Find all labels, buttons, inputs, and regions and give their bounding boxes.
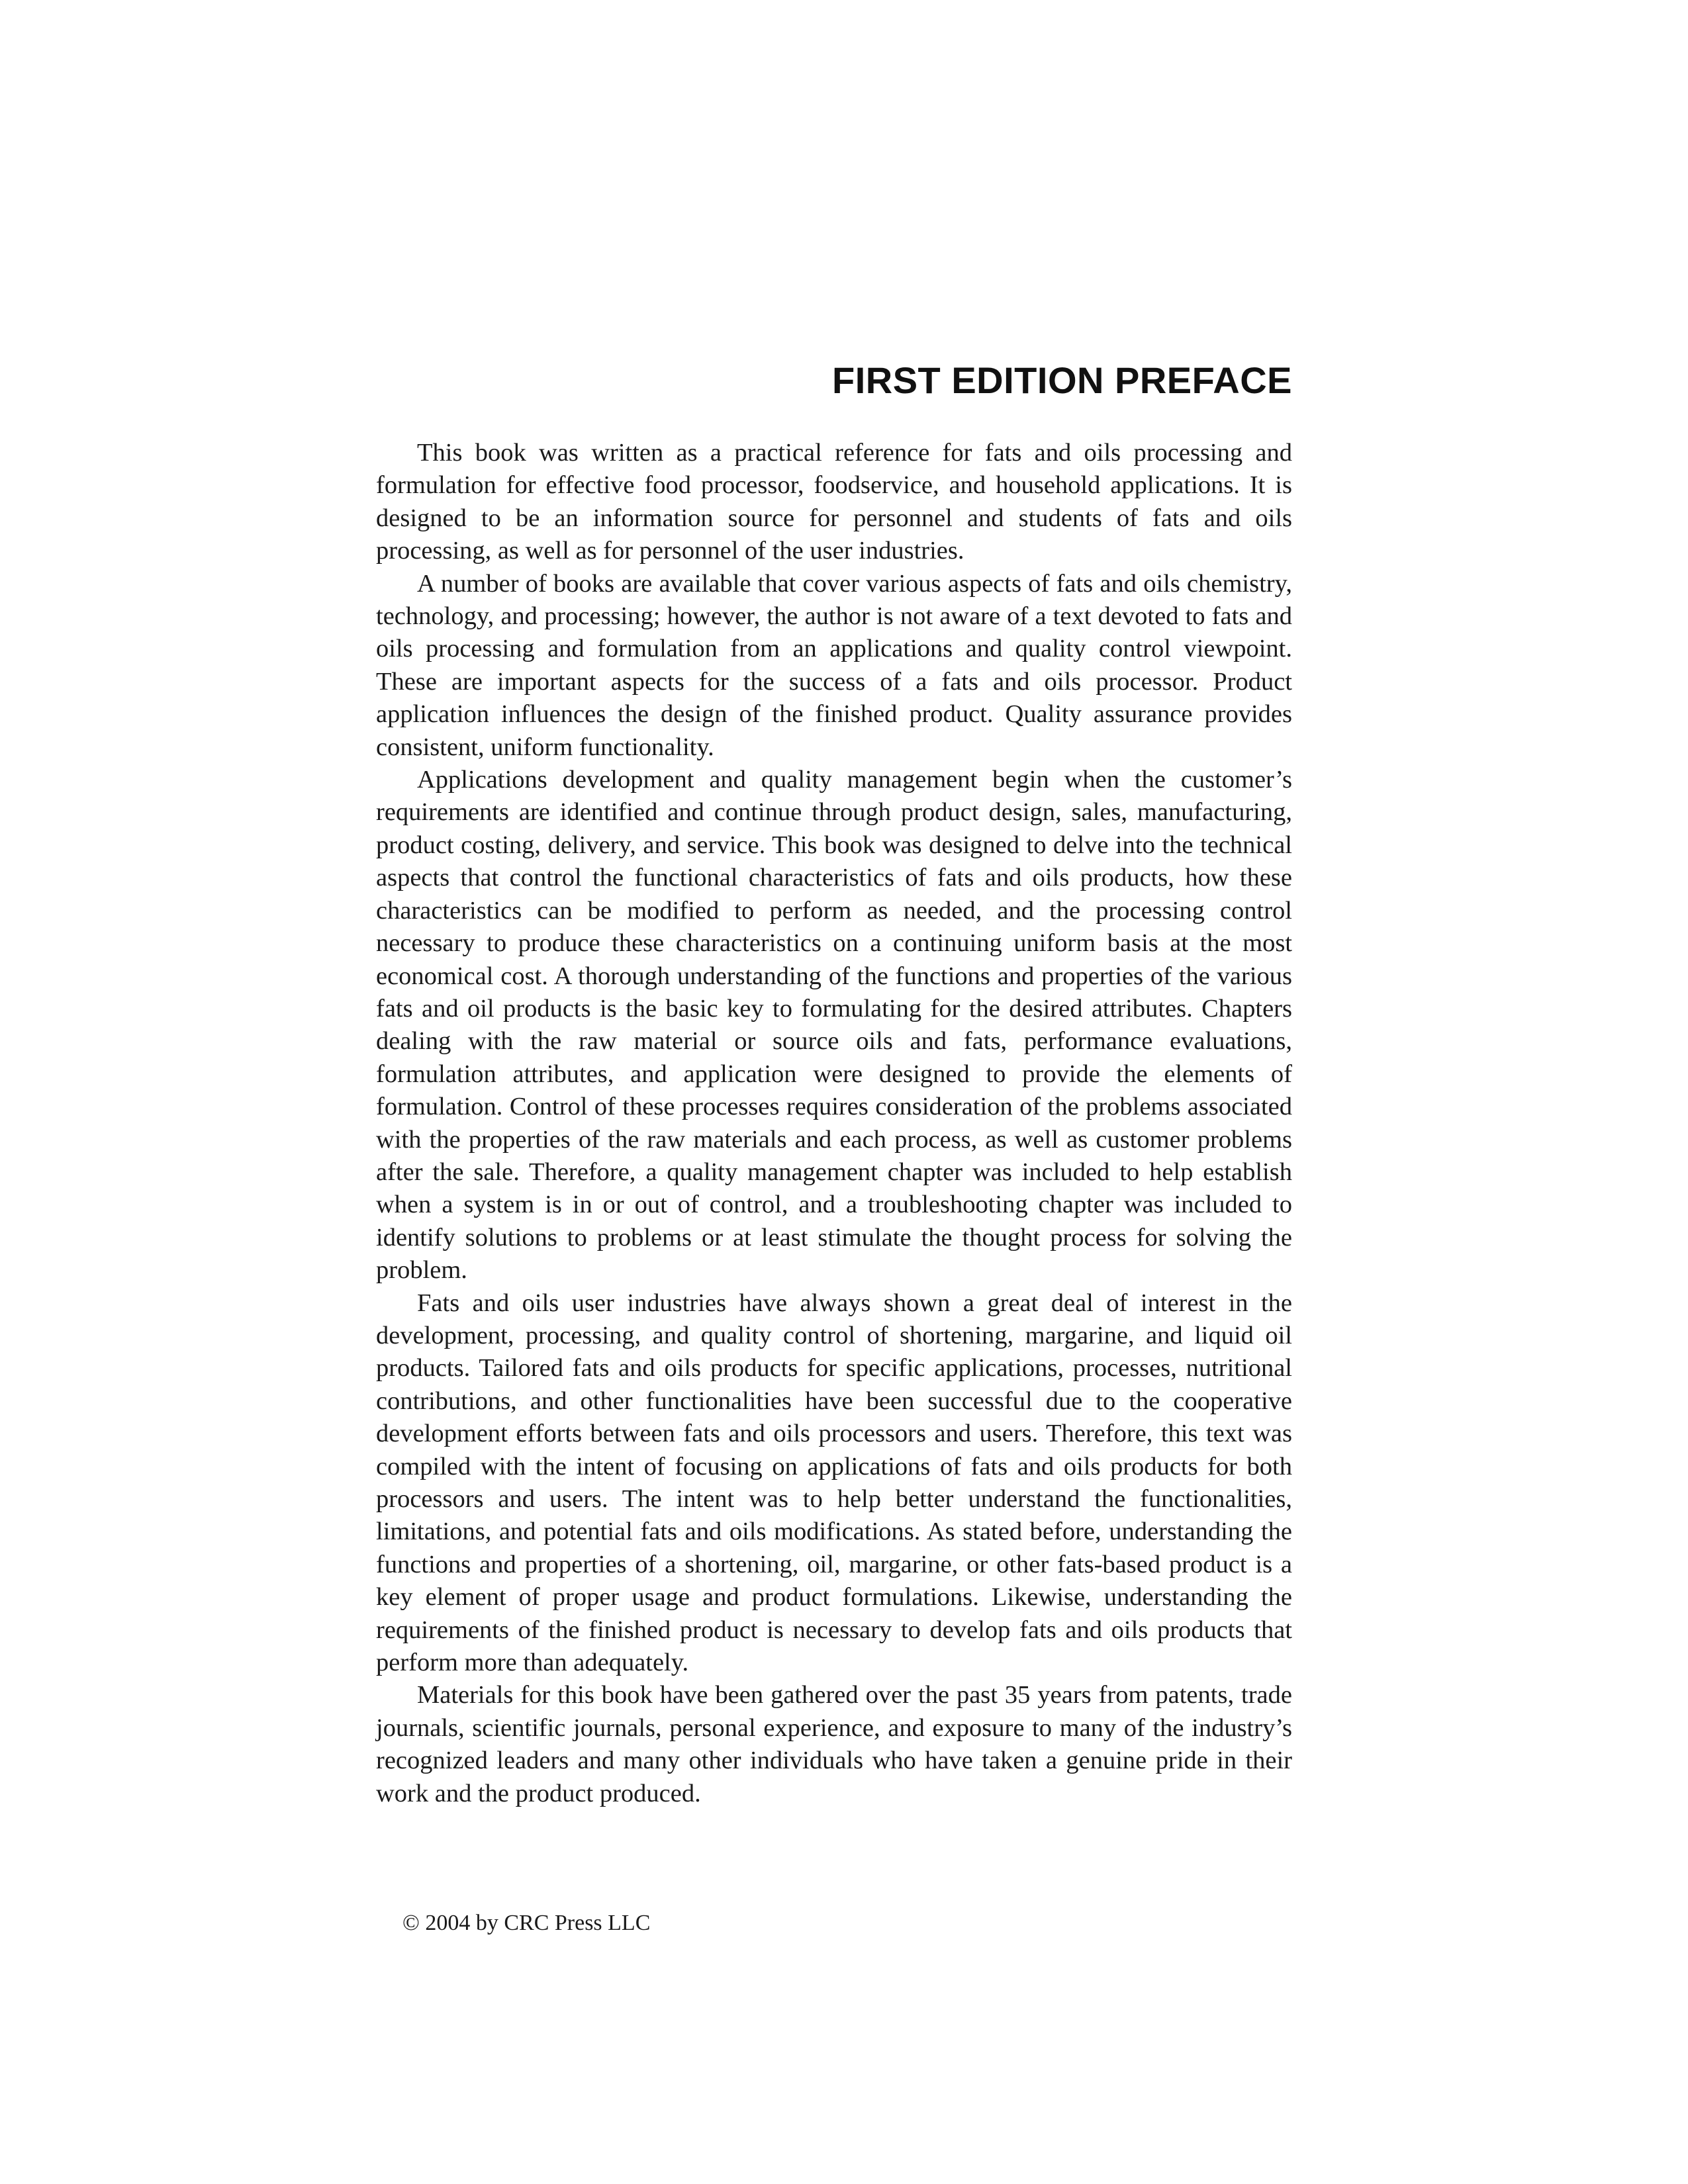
- paragraph-materials: Materials for this book have been gathered over the past 35 years from patents, trade journals, scientific journals, personal experience, and exposure to many of the industry’s recognized leaders and many other individuals who have taken a genuine pride in their work and the product produced.: [376, 1681, 1292, 1807]
- preface-body: [376, 437, 1292, 1810]
- copyright-notice: © 2004 by CRC Press LLC: [402, 1911, 651, 1935]
- paragraph-user-industries: Fats and oils user industries have always shown a great deal of interest in the development, processing, and quality control of shortening, margarine, and liquid oil products. Tailored fats and oils products for specific applications, processes, nutritional contributions, and other functionalities have been successful due to the cooperative development efforts between fats and oils processors and users. Therefore, this text was compiled with the intent of focusing on applications of fats and oils products for both processors and users. The intent was to help better understand the functionalities, limitations, and potential fats and oils modifications. As stated before, understanding the functions and properties of a shortening, oil, margarine, or other fats-based product is a key element of proper usage and product formulations. Likewise, understanding the requirements of the finished product is necessary to develop fats and oils products that perform more than adequately.: [376, 1289, 1292, 1677]
- paragraph-books-available: A number of books are available that cover various aspects of fats and oils chemistry, technology, and processing; however, the author is not aware of a text devoted to fats and oils processing and formulation from an applications and quality control viewpoint. These are important aspects for the success of a fats and oils processor. Product application influences the design of the finished product. Quality assurance provides consistent, uniform functionality.: [376, 569, 1292, 761]
- page-title: FIRST EDITION PREFACE: [832, 359, 1292, 401]
- paragraph-applications-development: Applications development and quality management begin when the customer’s requirements are identified and continue through product design, sales, manufacturing, product costing, delivery, and service. This book was designed to delve into the technical aspects that control the functional characteristics of fats and oils products, how these characteristics can be modified to perform as needed, and the processing control necessary to produce these characteristics on a continuing uniform basis at the most economical cost. A thorough understanding of the functions and properties of the various fats and oil products is the basic key to formulating for the desired attributes. Chapters dealing with the raw material or source oils and fats, performance evaluations, formulation attributes, and application were designed to provide the elements of formulation. Control of these processes requires consideration of the problems associated with the properties of the raw materials and each process, as well as customer problems after the sale. Therefore, a quality management chapter was included to help establish when a system is in or out of control, and a troubleshooting chapter was included to identify solutions to problems or at least stimulate the thought process for solving the problem.: [376, 766, 1292, 1285]
- paragraph-intro: This book was written as a practical reference for fats and oils processing and formulation for effective food processor, foodservice, and household applications. It is designed to be an information source for personnel and students of fats and oils processing, as well as for personnel of the user industries.: [376, 439, 1292, 565]
